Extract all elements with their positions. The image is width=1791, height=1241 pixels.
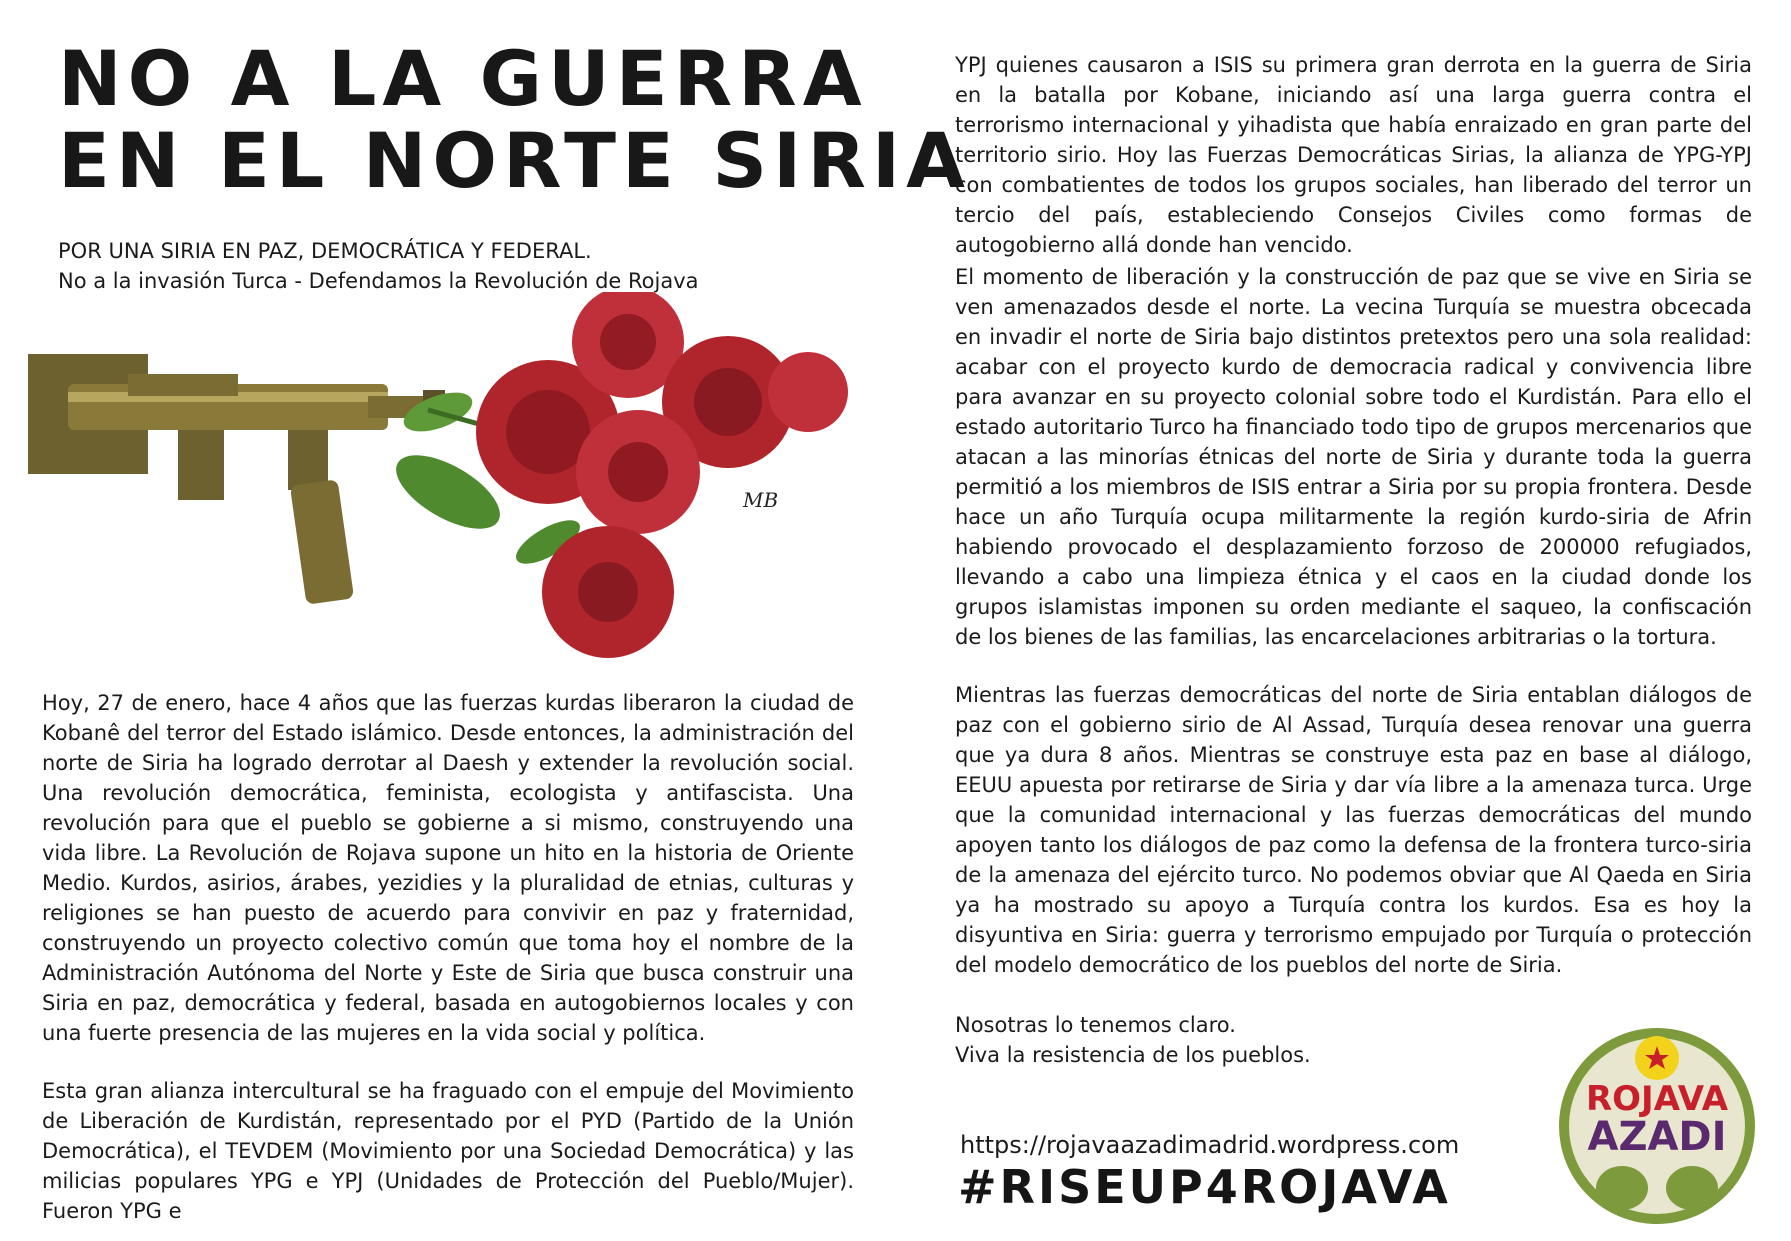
- face-left-icon: [1596, 1166, 1648, 1210]
- rifle-icon: [28, 354, 445, 605]
- closing-line-1: Nosotras lo tenemos claro.: [955, 1013, 1236, 1037]
- closing-statement: [955, 1010, 1515, 1070]
- paragraph-1: Hoy, 27 de enero, hace 4 años que las fuerzas kurdas liberaron la ciudad de Kobanê del terror del Estado islámico. Desde entonces, la administración del norte de Siria ha logrado derrotar al Daesh y extender la revolución social. Una revolución democrática, feminista, ecologista y antifascista. Una revolución para que el pueblo se gobierne a si mismo, construyendo una vida libre. La Revolución de Rojava supone un hito en la historia de Oriente Medio. Kurdos, asirios, árabes, yezidies y la pluralidad de etnias, culturas y religiones se han puesto de acuerdo para convivir en paz y fraternidad, construyendo un proyecto colectivo común que toma hoy el nombre de la Administración Autónoma del Norte y Este de Siria que busca construir una Siria en paz, democrática y federal, basada en autogobiernos locales y con una fuerte presencia de las mujeres en la vida social y política.: [42, 691, 854, 1045]
- closing-line-2: Viva la resistencia de los pueblos.: [955, 1043, 1311, 1067]
- subtitle-line-1: POR UNA SIRIA EN PAZ, DEMOCRÁTICA Y FEDERAL.: [58, 239, 592, 263]
- logo-text-rojava: ROJAVA: [1585, 1079, 1729, 1119]
- rojava-azadi-logo: [1552, 1018, 1762, 1228]
- paragraph-2: Esta gran alianza intercultural se ha fraguado con el empuje del Movimiento de Liberación de Kurdistán, representado por el PYD (Partido de la Unión Democrática), el TEVDEM (Movimiento por una Sociedad Democrática) y las milicias populares YPG e YPJ (Unidades de Protección del Pueblo/Mujer). Fueron YPG e: [42, 1079, 854, 1223]
- logo-text-azadi: AZADI: [1587, 1114, 1727, 1160]
- title-line-2: EN EL NORTE SIRIA: [58, 116, 971, 205]
- paragraph-4: El momento de liberación y la construcción de paz que se vive en Siria se ven amenazados desde el norte. La vecina Turquía se muestra obcecada en invadir el norte de Siria bajo distintos pretextos pero una sola realidad: acabar con el proyecto kurdo de democracia radical y convivencia libre para avanzar en su proyecto colonial sobre todo el Kurdistán. Para ello el estado autoritario Turco ha financiado todo tipo de grupos mercenarios que atacan a las minorías étnicas del norte de Siria y durante toda la guerra permitió a los miembros de ISIS entrar a Siria por su propia frontera. Desde hace un año Turquía ocupa militarmente la región kurdo-siria de Afrin habiendo provocado el desplazamiento forzoso de 200000 refugiados, llevando a cabo una limpieza étnica y el caos en la ciudad donde los grupos islamistas imponen su orden mediante el saqueo, la confiscación de los bienes de las familias, las encarcelaciones arbitrarias o la tortura.: [955, 265, 1752, 649]
- title-line-1: NO A LA GUERRA: [58, 34, 868, 123]
- poster-title: [58, 34, 971, 205]
- paragraph-5: Mientras las fuerzas democráticas del norte de Siria entablan diálogos de paz con el gobierno sirio de Al Assad, Turquía desea renovar una guerra que ya dura 8 años. Mientras se construye esta paz en base al diálogo, EEUU apuesta por retirarse de Siria y dar vía libre a la amenaza turca. Urge que la comunidad internacional y las fuerzas democráticas del mundo apoyen tanto los diálogos de paz como la defensa de la frontera turco-siria de la amenaza del ejército turco. No podemos obviar que Al Qaeda en Siria ya ha mostrado su apoyo a Turquía contra los kurdos. Esa es hoy la disyuntiva en Siria: guerra y terrorismo empujado por Turquía o protección del modelo democrático de los pueblos del norte de Siria.: [955, 683, 1752, 977]
- subtitle-line-2: No a la invasión Turca - Defendamos la Revolución de Rojava: [58, 269, 699, 293]
- hashtag: #RISEUP4ROJAVA: [958, 1160, 1451, 1214]
- subtitle: [58, 236, 758, 296]
- roses-icon: [476, 292, 848, 658]
- rifle-with-roses-illustration: [28, 292, 870, 684]
- website-url[interactable]: https://rojavaazadimadrid.wordpress.com: [960, 1131, 1460, 1159]
- artist-signature: MB: [743, 488, 779, 512]
- paragraph-3: YPJ quienes causaron a ISIS su primera gran derrota en la guerra de Siria en la batalla por Kobane, iniciando así una larga guerra contra el terrorismo internacional y yihadista que había enraizado en gran parte del territorio sirio. Hoy las Fuerzas Democráticas Sirias, la alianza de YPG-YPJ con combatientes de todos los grupos sociales, han liberado del terror un tercio del país, estableciendo Consejos Civiles como formas de autogobierno allá donde han vencido.: [955, 53, 1752, 257]
- face-right-icon: [1666, 1166, 1718, 1210]
